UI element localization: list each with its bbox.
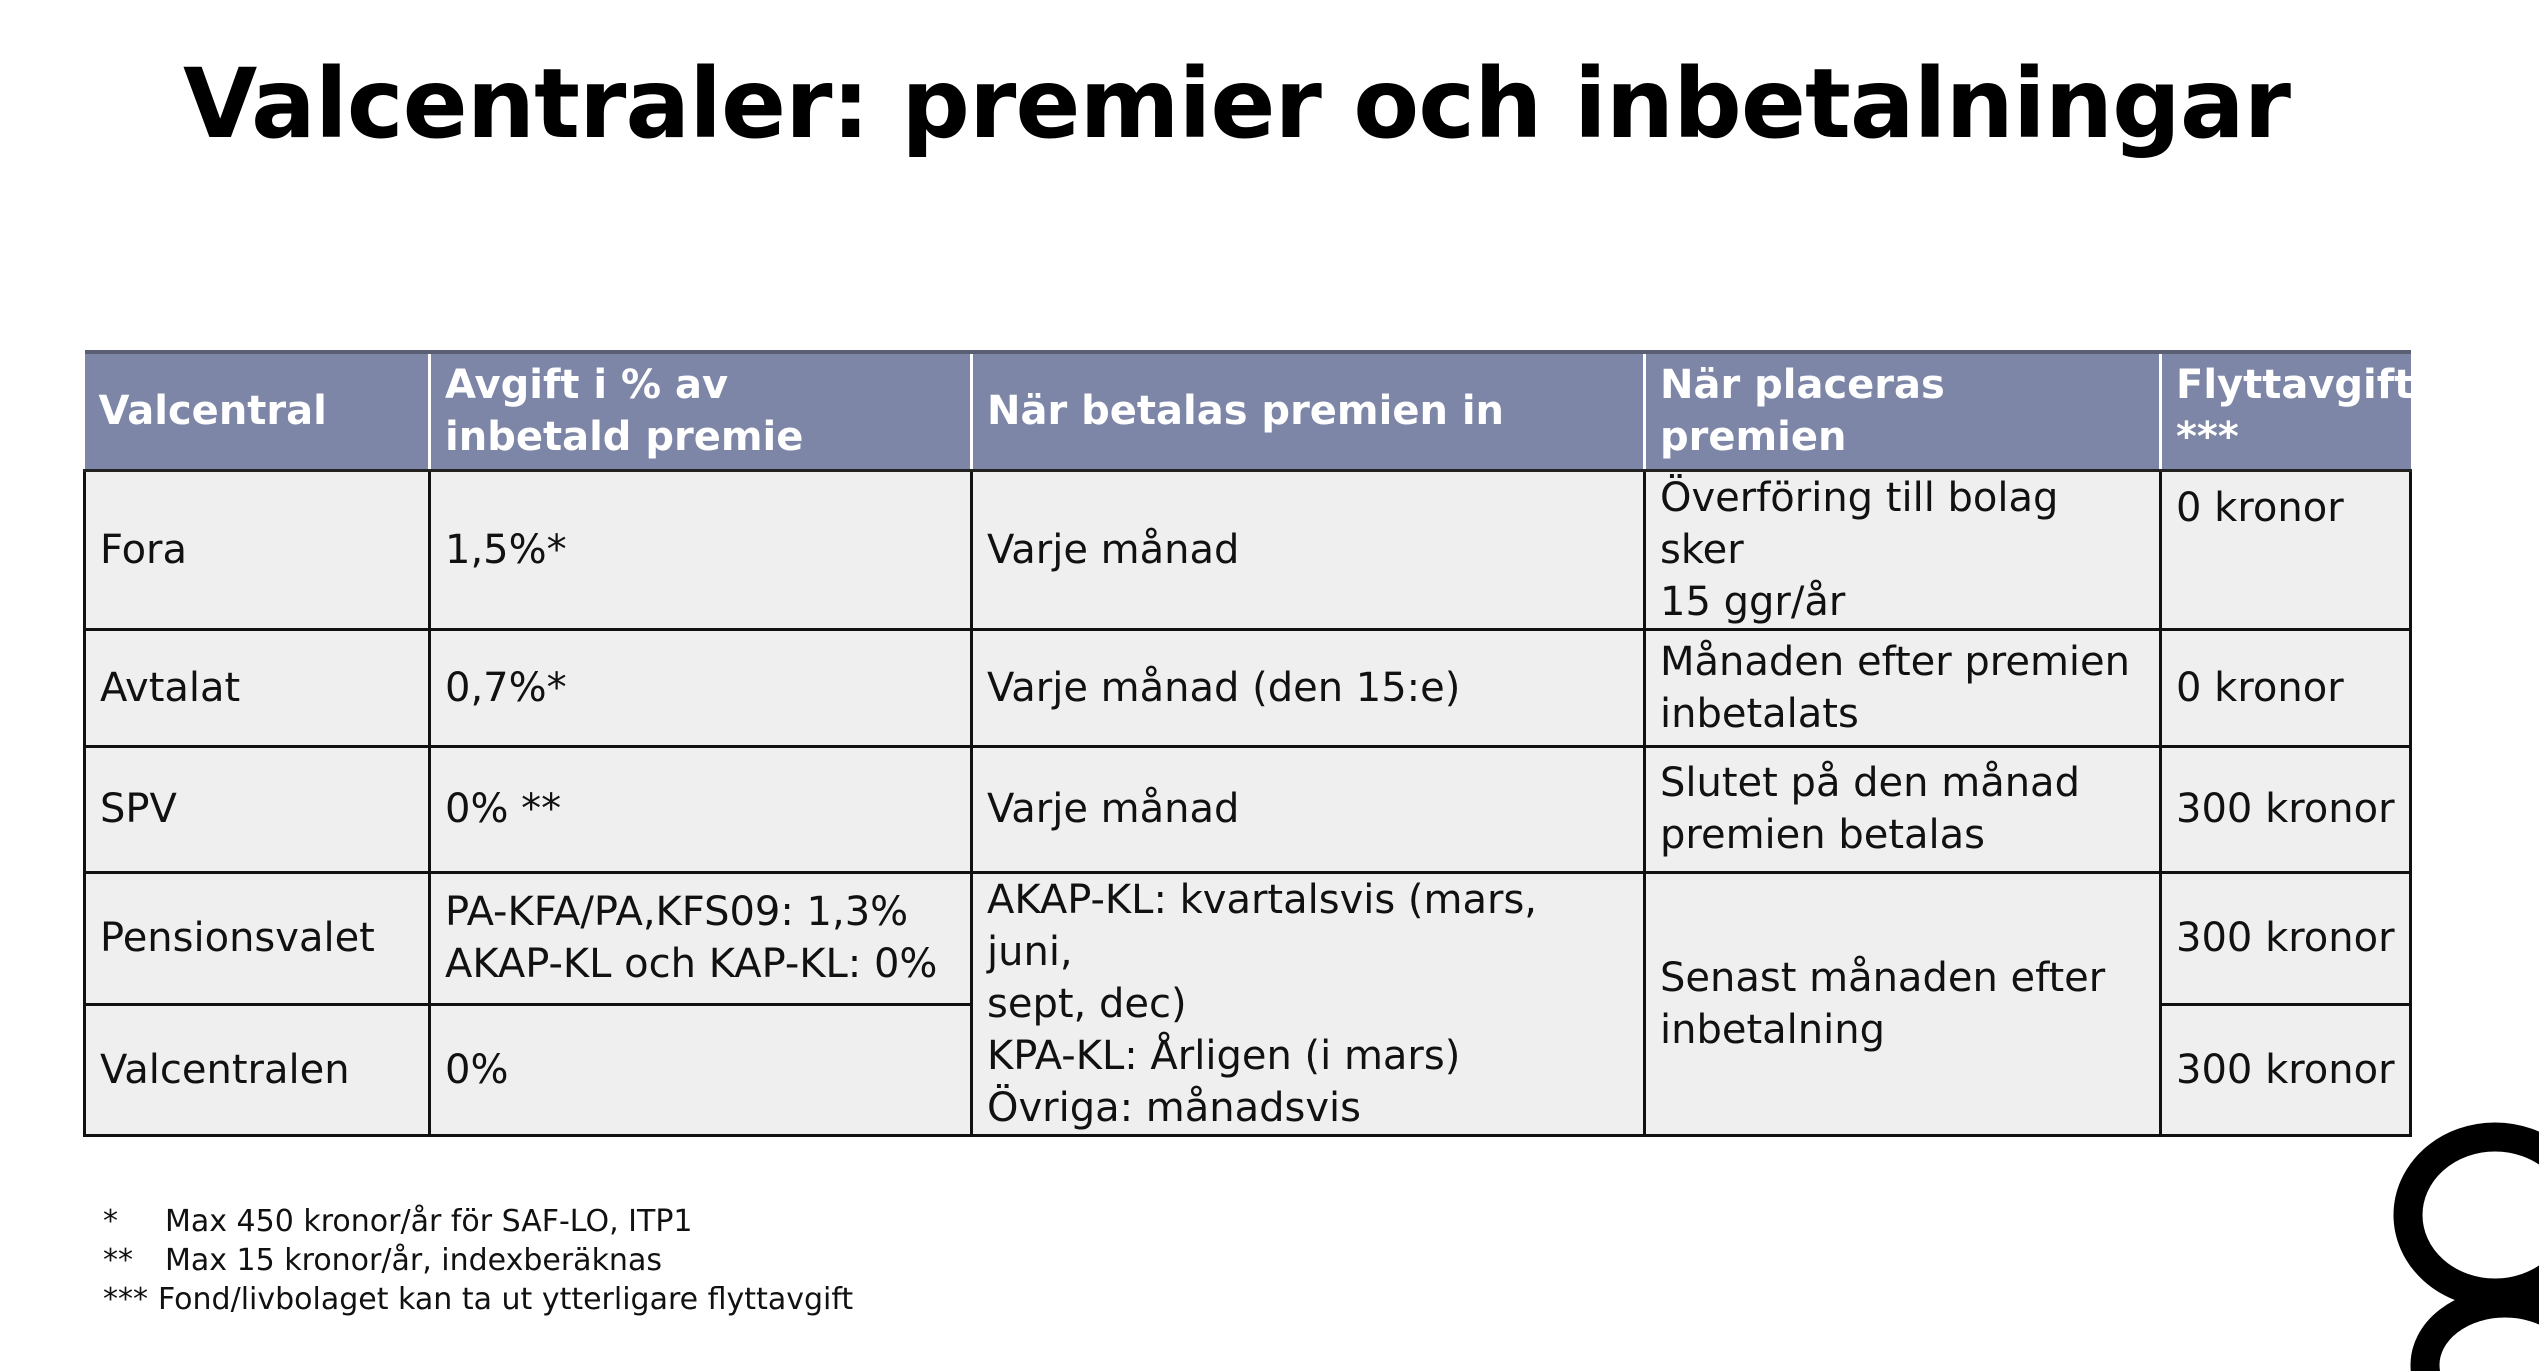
fees-table [83,350,2412,1137]
cell-valcentral: Avtalat [85,629,430,746]
cell-avgift: 0,7%* [430,629,972,746]
cell-valcentral: Pensionsvalet [85,872,430,1004]
cell-flyttavgift: 0 kronor [2161,629,2411,746]
cell-flyttavgift: 300 kronor [2161,872,2411,1004]
cell-valcentral: SPV [85,746,430,872]
table-row [85,629,2411,746]
cell-valcentral: Valcentralen [85,1004,430,1135]
cell-placeras-merged: Senast månaden efter inbetalning [1645,872,2161,1135]
header-valcentral: Valcentral [85,352,430,470]
header-flyttavgift: Flyttavgift *** [2161,352,2411,470]
cell-flyttavgift: 0 kronor [2161,470,2411,629]
footnote-mark: *** [103,1282,148,1317]
footnote-mark: * [103,1204,118,1239]
cell-placeras: Månaden efter premien inbetalats [1645,629,2161,746]
header-betalas: När betalas premien in [972,352,1645,470]
cell-flyttavgift: 300 kronor [2161,1004,2411,1135]
cell-betalas: Varje månad [972,746,1645,872]
cell-avgift: 0% [430,1004,972,1135]
table-row [85,746,2411,872]
cell-betalas-merged: AKAP-KL: kvartalsvis (mars, juni, sept, dec) KPA-KL: Årligen (i mars) Övriga: månadsvis [972,872,1645,1135]
cell-betalas: Varje månad [972,470,1645,629]
page-title: Valcentraler: premier och inbetalningar [183,48,2290,160]
footnote-mark: ** [103,1243,133,1278]
cell-placeras: Överföring till bolag sker 15 ggr/år [1645,470,2161,629]
cell-avgift: PA-KFA/PA,KFS09: 1,3% AKAP-KL och KAP-KL: 0% [430,872,972,1004]
cell-avgift: 0% ** [430,746,972,872]
header-avgift: Avgift i % av inbetald premie [430,352,972,470]
footnote-2 [103,1241,853,1280]
footnote-text: Max 450 kronor/år för SAF-LO, ITP1 [165,1204,693,1239]
cell-placeras: Slutet på den månad premien betalas [1645,746,2161,872]
footnote-text: Fond/livbolaget kan ta ut ytterligare flyttavgift [158,1282,854,1317]
table-row [85,872,2411,1004]
brand-logo [2390,1120,2539,1371]
footnote-text: Max 15 kronor/år, indexberäknas [165,1243,662,1278]
footnote-3 [103,1280,853,1319]
table-header-row [85,352,2411,470]
footnote-1 [103,1202,853,1241]
cell-valcentral: Fora [85,470,430,629]
cell-avgift: 1,5%* [430,470,972,629]
cell-flyttavgift: 300 kronor [2161,746,2411,872]
footnotes [103,1202,853,1319]
cell-betalas: Varje månad (den 15:e) [972,629,1645,746]
header-placeras: När placeras premien [1645,352,2161,470]
table-row [85,470,2411,629]
